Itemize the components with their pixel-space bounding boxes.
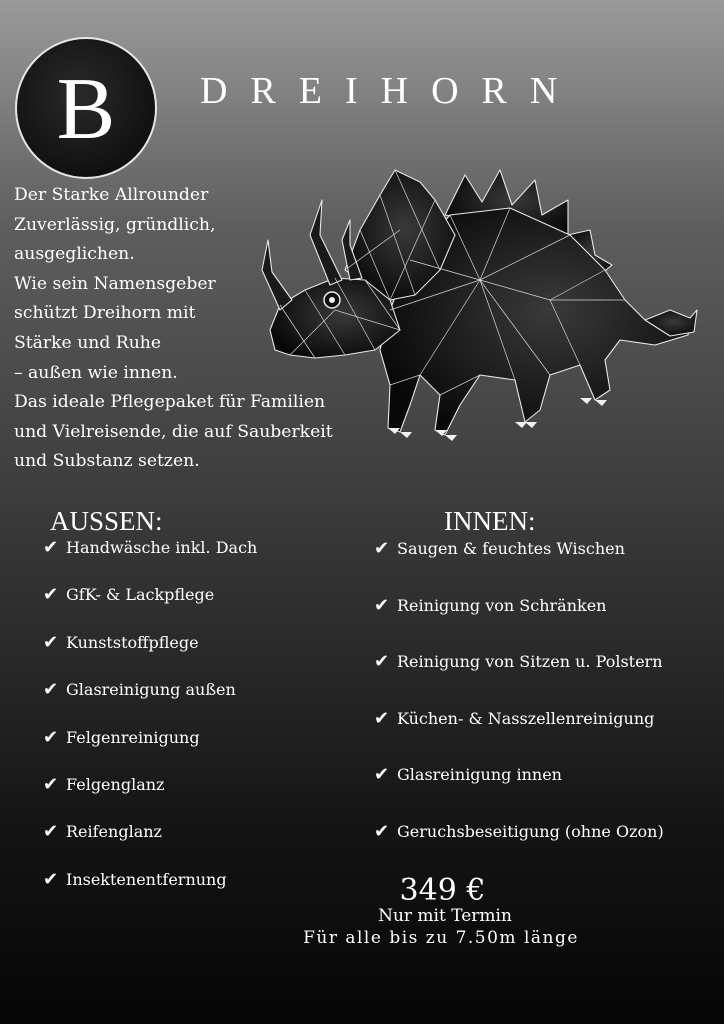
price: 349 € xyxy=(399,873,486,908)
triceratops-illustration xyxy=(250,160,702,460)
list-item-label: Glasreinigung innen xyxy=(397,765,562,784)
list-item-label: Felgenglanz xyxy=(66,775,165,794)
intro-line: – außen wie innen. xyxy=(14,362,178,383)
check-icon: ✔ xyxy=(374,708,390,729)
intro-line: Der Starke Allrounder xyxy=(14,185,209,205)
list-item-label: Küchen- & Nasszellenreinigung xyxy=(397,709,655,728)
list-item-label: GfK- & Lackpflege xyxy=(66,585,215,604)
list-item-label: Handwäsche inkl. Dach xyxy=(66,538,258,557)
list-item xyxy=(374,596,606,616)
check-icon: ✔ xyxy=(374,651,390,672)
aussen-heading: AUSSEN: xyxy=(50,506,163,536)
check-icon: ✔ xyxy=(43,727,59,748)
list-item-label: Felgenreinigung xyxy=(66,728,200,747)
check-icon: ✔ xyxy=(43,632,59,653)
list-item-label: Insektenentfernung xyxy=(66,870,227,889)
check-icon: ✔ xyxy=(43,774,59,795)
list-item xyxy=(43,680,236,700)
logo-letter: B xyxy=(56,61,116,158)
intro-line: Stärke und Ruhe xyxy=(14,332,162,353)
logo-badge xyxy=(15,37,157,179)
appointment-note: Nur mit Termin xyxy=(378,906,512,926)
check-icon: ✔ xyxy=(43,537,59,558)
list-item xyxy=(374,652,663,672)
check-icon: ✔ xyxy=(43,584,59,605)
list-item xyxy=(43,538,257,558)
intro-line: schützt Dreihorn mit xyxy=(14,303,196,324)
list-item xyxy=(43,822,162,842)
check-icon: ✔ xyxy=(374,764,390,785)
list-item-label: Saugen & feuchtes Wischen xyxy=(397,539,625,558)
list-item xyxy=(374,709,654,729)
intro-line: ausgeglichen. xyxy=(14,244,135,265)
list-item xyxy=(43,775,164,795)
check-icon: ✔ xyxy=(43,821,59,842)
intro-line: Das ideale Pflegepaket für Familien xyxy=(14,392,326,413)
list-item-label: Geruchsbeseitigung (ohne Ozon) xyxy=(397,822,664,841)
check-icon: ✔ xyxy=(374,821,390,842)
list-item-label: Reinigung von Sitzen u. Polstern xyxy=(397,652,663,671)
list-item xyxy=(374,822,664,842)
intro-line: Wie sein Namensgeber xyxy=(14,273,216,294)
list-item xyxy=(374,539,625,559)
list-item xyxy=(43,585,214,605)
length-note: Für alle bis zu 7.50m länge xyxy=(303,928,579,948)
list-item xyxy=(43,633,199,653)
innen-heading: INNEN: xyxy=(444,506,536,536)
check-icon: ✔ xyxy=(43,869,59,890)
check-icon: ✔ xyxy=(43,679,59,700)
list-item-label: Reinigung von Schränken xyxy=(397,596,607,615)
list-item-label: Reifenglanz xyxy=(66,822,162,841)
list-item-label: Glasreinigung außen xyxy=(66,680,236,699)
list-item xyxy=(374,765,562,785)
intro-line: und Vielreisende, die auf Sauberkeit xyxy=(14,421,333,442)
check-icon: ✔ xyxy=(374,538,390,559)
intro-line: und Substanz setzen. xyxy=(14,451,200,472)
check-icon: ✔ xyxy=(374,595,390,616)
list-item-label: Kunststoffpflege xyxy=(66,633,199,652)
list-item xyxy=(43,728,200,748)
page-title: DREIHORN xyxy=(200,70,581,112)
intro-line: Zuverlässig, gründlich, xyxy=(14,214,216,235)
